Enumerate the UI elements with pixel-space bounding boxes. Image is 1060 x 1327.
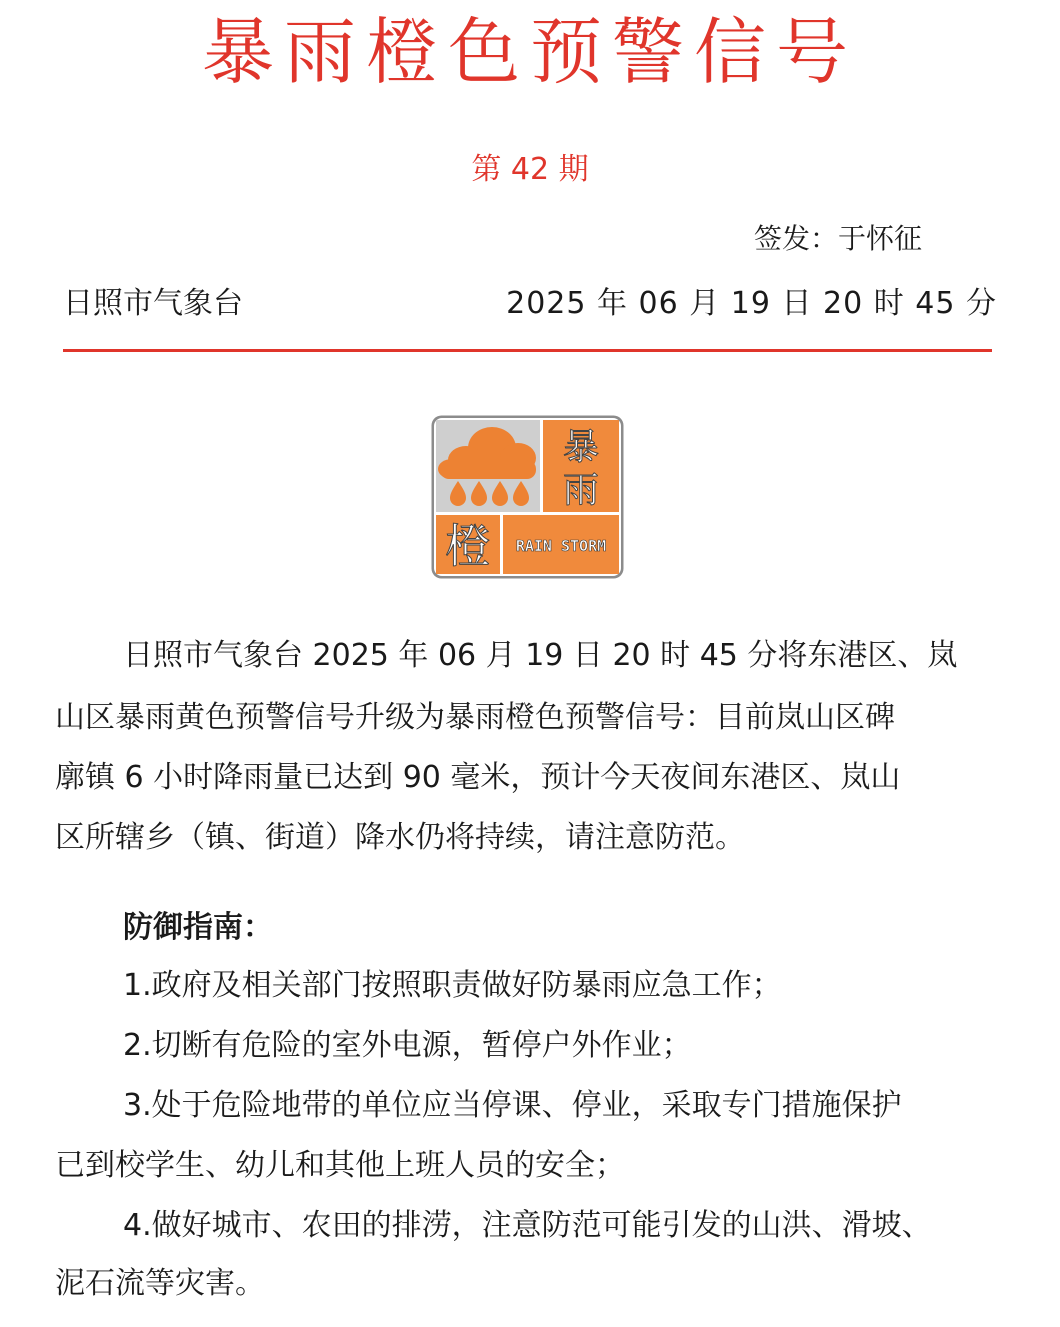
guide-heading: 防御指南： [123,910,273,945]
guide-item-2: 2.切断有危险的室外电源，暂停户外作业； [123,1028,692,1063]
signal-level-char: 橙 [445,519,491,573]
issuing-agency: 日照市气象台 [63,286,243,321]
guide-item-3: 3.处于危险地带的单位应当停课、停业，采取专门措施保护 [123,1088,902,1123]
signal-char-mid: 雨 [562,470,600,511]
body-line-3: 廓镇 6 小时降雨量已达到 90 毫米，预计今天夜间东港区、岚山 [55,760,901,795]
guide-item-1: 1.政府及相关部门按照职责做好防暴雨应急工作； [123,968,782,1003]
guide-item-4: 4.做好城市、农田的排涝，注意防范可能引发的山洪、滑坡、 [123,1208,932,1243]
signer: 签发：于怀征 [754,222,923,255]
issue-number: 第 42 期 [471,152,589,187]
guide-item-4-cont: 泥石流等灾害。 [55,1266,265,1301]
header-divider [63,349,992,352]
signal-char-top: 暴 [562,427,600,468]
body-line-2: 山区暴雨黄色预警信号升级为暴雨橙色预警信号：目前岚山区碑 [55,700,895,735]
guide-item-3-cont: 已到校学生、幼儿和其他上班人员的安全； [55,1148,625,1183]
document-title: 暴雨橙色预警信号 [201,10,858,94]
issue-time: 2025 年 06 月 19 日 20 时 45 分 [506,286,997,321]
rainstorm-orange-signal-icon [430,414,625,580]
body-line-4: 区所辖乡（镇、街道）降水仍将持续，请注意防范。 [55,820,745,855]
signal-english-label: RAIN STORM [515,537,607,555]
body-line-1: 日照市气象台 2025 年 06 月 19 日 20 时 45 分将东港区、岚 [123,638,958,673]
